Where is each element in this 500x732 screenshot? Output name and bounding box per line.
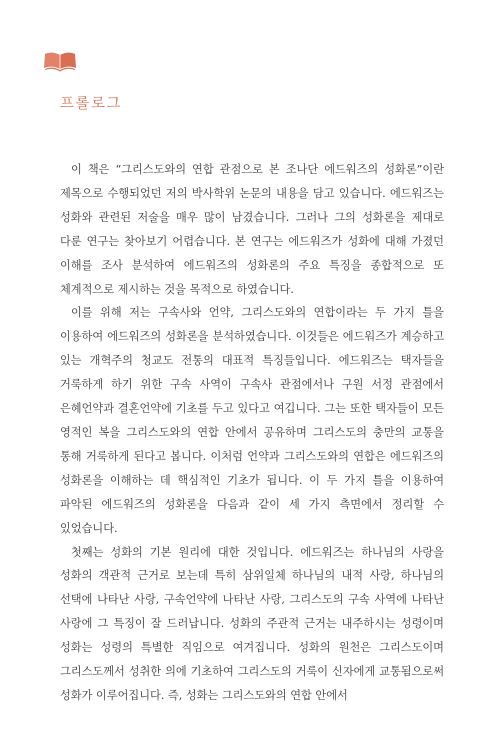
paragraph-3: 첫째는 성화의 기본 원리에 대한 것입니다. 에드워즈는 하나님의 사랑을 성화의 객관적 근거로 보는데 특히 삼위일체 하나님의 내적 사랑, 하나님의 선택에 나타난 사랑, 구속언약에 나타난 사랑, 그리스도의 구속 사역에 나타난 사랑에 그 특징이 잘 드러납니다. 성화의 주관적 근거는 내주하시는 성령이며 성화는 성령의 특별한 직임으로 여겨집니다. 성화의 원천은 그리스도이며 그리스도께서 성취한 의에 기초하여 그리스도의 거룩이 신자에게 교통됨으로써 성화가 이루어집니다. 즉, 성화는 그리스도와의 연합 안에서 [60, 545, 444, 702]
body-text [60, 158, 444, 708]
paragraph-1: 이 책은 “그리스도와의 연합 관점으로 본 조나단 에드워즈의 성화론”이란 제목으로 수행되었던 저의 박사학위 논문의 내용을 담고 있습니다. 에드워즈는 성화와 관련된 저술을 매우 많이 남겼습니다. 그러나 그의 성화론을 제대로 다룬 연구는 찾아보기 어렵습니다. 본 연구는 에드워즈가 성화에 대해 가졌던 이해를 조사 분석하여 에드워즈의 성화론의 주요 특징을 종합적으로 또 체계적으로 제시하는 것을 목적으로 하였습니다. [60, 163, 444, 296]
open-book-icon [43, 50, 77, 72]
paragraph-2: 이를 위해 저는 구속사와 언약, 그리스도와의 연합이라는 두 가지 틀을 이용하여 에드워즈의 성화론을 분석하였습니다. 이것들은 에드워즈가 계승하고 있는 개혁주의 청교도 전통의 대표적 특징들입니다. 에드워즈는 택자들을 거룩하게 하기 위한 구속 사역이 구속사 관점에서나 구원 서정 관점에서 은혜언약과 결혼언약에 기초를 두고 있다고 여깁니다. 그는 또한 택자들이 모든 영적인 복을 그리스도와의 연합 안에서 공유하며 그리스도의 충만의 교통을 통해 거룩하게 된다고 봅니다. 이처럼 언약과 그리스도와의 연합은 에드워즈의 성화론을 이해하는 데 핵심적인 기초가 됩니다. 이 두 가지 틀을 이용하여 파악된 에드워즈의 성화론을 다음과 같이 세 가지 측면에서 정리할 수 있었습니다. [60, 306, 444, 535]
chapter-title: 프롤로그 [60, 96, 123, 112]
